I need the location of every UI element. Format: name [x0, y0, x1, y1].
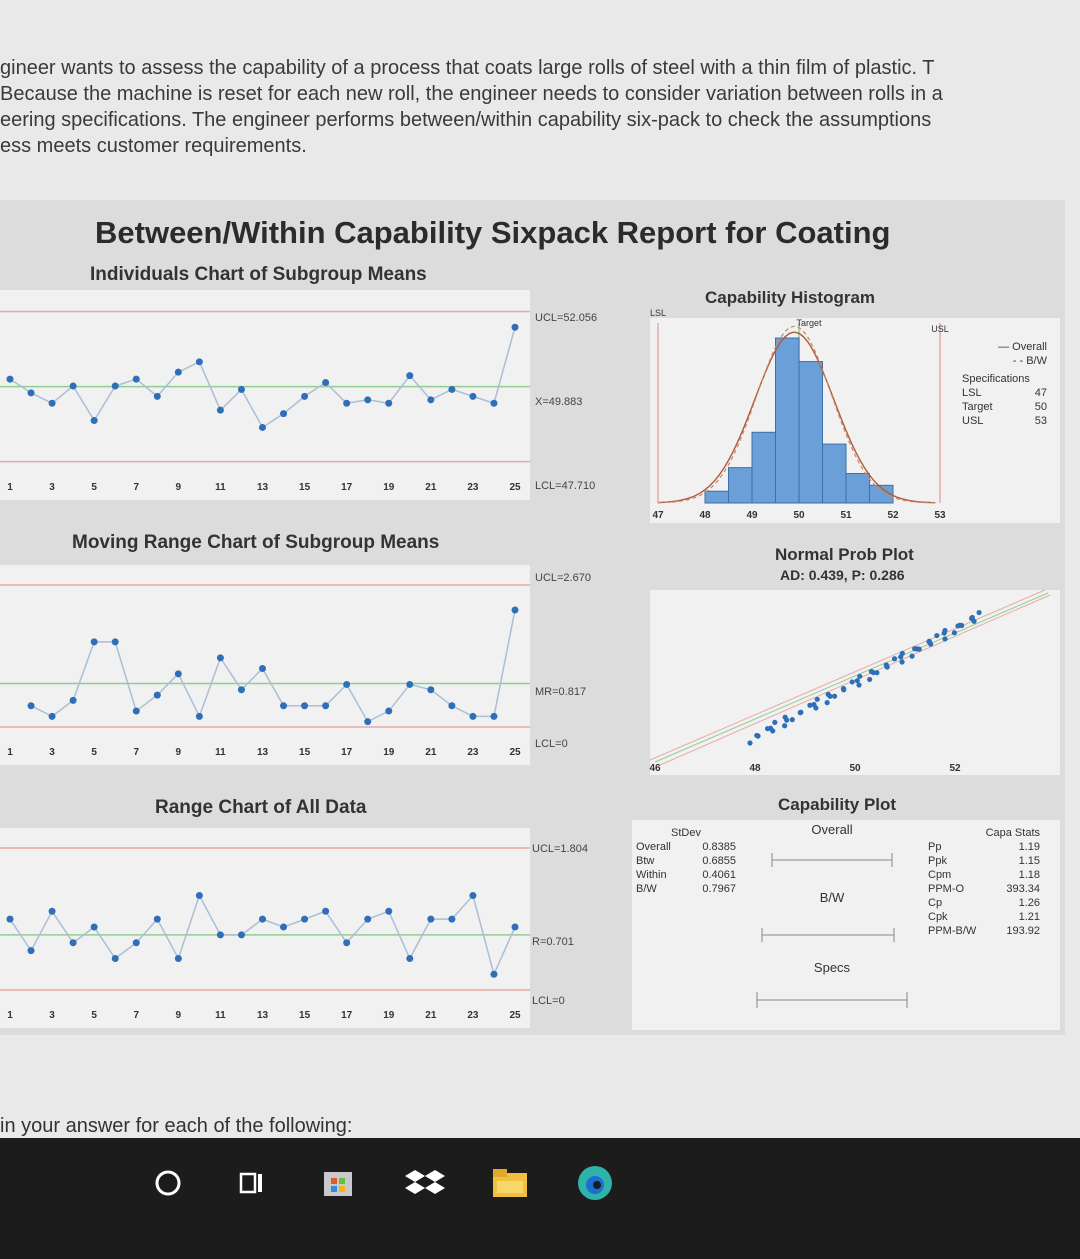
data-point — [175, 369, 182, 376]
data-point — [301, 393, 308, 400]
prob-point — [811, 702, 816, 707]
prob-point — [884, 662, 889, 667]
data-point — [469, 713, 476, 720]
capa-stats-table — [928, 826, 1040, 938]
range-lcl-label: LCL=0 — [532, 995, 565, 1007]
capa-stats-value: 1.15 — [1018, 855, 1040, 867]
data-point — [343, 681, 350, 688]
prob-point — [747, 740, 752, 745]
data-point — [322, 908, 329, 915]
capa-stats-value: 393.34 — [1006, 883, 1040, 895]
individuals-lcl-label: LCL=47.710 — [535, 480, 596, 492]
data-point — [70, 697, 77, 704]
intro-text — [0, 55, 1080, 159]
x-tick-label: 21 — [425, 747, 437, 758]
legend-lsl-label: LSL — [962, 387, 982, 399]
prob-point — [900, 651, 905, 656]
data-point — [238, 686, 245, 693]
intro-line: ess meets customer requirements. — [0, 135, 307, 157]
data-point — [301, 702, 308, 709]
report-title: Between/Within Capability Sixpack Report for Coating — [95, 215, 891, 250]
prob-point — [909, 654, 914, 659]
capa-stats-value: 1.21 — [1018, 911, 1040, 923]
stdev-row-label: Overall — [636, 841, 671, 853]
data-point — [154, 692, 161, 699]
data-point — [112, 383, 119, 390]
x-tick-label: 5 — [91, 482, 97, 493]
data-point — [175, 670, 182, 677]
data-point — [469, 892, 476, 899]
legend-lsl-value: 47 — [1034, 387, 1047, 399]
data-point — [112, 955, 119, 962]
data-point — [427, 916, 434, 923]
prob-point — [874, 670, 879, 675]
x-tick-label: 11 — [215, 482, 226, 493]
data-point — [238, 386, 245, 393]
capa-stats-label: Ppk — [928, 855, 947, 867]
intro-line: eering specifications. The engineer performs between/within capability six-pack to check the assumptions — [0, 109, 932, 131]
prob-point — [768, 726, 773, 731]
usl-marker-label: USL — [931, 324, 949, 334]
legend-target-label: Target — [962, 401, 993, 413]
range-ucl-label: UCL=1.804 — [532, 843, 588, 855]
folder-glyph — [491, 1167, 529, 1199]
data-point — [448, 702, 455, 709]
prob-point — [917, 647, 922, 652]
x-tick-label: 15 — [299, 482, 311, 493]
stdev-row-value: 0.8385 — [702, 841, 736, 853]
prob-point — [912, 646, 917, 651]
stdev-row — [636, 868, 736, 882]
capa-stats-label: Pp — [928, 841, 942, 853]
prob-point — [857, 674, 862, 679]
data-point — [133, 376, 140, 383]
x-tick-label: 9 — [175, 482, 182, 493]
mr-center-label: MR=0.817 — [535, 686, 587, 698]
data-point — [280, 924, 287, 931]
data-point — [364, 916, 371, 923]
mr-lcl-label: LCL=0 — [535, 738, 568, 750]
data-point — [512, 924, 519, 931]
x-tick-label: 23 — [467, 482, 479, 493]
prob-point — [783, 715, 788, 720]
search-circle-glyph — [153, 1168, 183, 1198]
x-tick-label: 13 — [256, 747, 269, 758]
data-point — [301, 916, 308, 923]
capa-stats-row — [928, 868, 1040, 882]
data-point — [238, 931, 245, 938]
histogram-bar — [823, 444, 847, 503]
individuals-pane — [0, 290, 530, 500]
x-tick-label: 25 — [509, 482, 521, 493]
data-point — [196, 358, 203, 365]
x-tick-label: 1 — [7, 482, 13, 493]
stdev-row-label: B/W — [636, 883, 657, 895]
prob-point — [892, 656, 897, 661]
data-point — [49, 400, 56, 407]
data-point — [490, 713, 497, 720]
x-tick-label: 7 — [133, 1010, 140, 1021]
task-view-glyph — [237, 1168, 267, 1198]
x-tick-label: 50 — [849, 763, 861, 774]
data-point — [280, 702, 287, 709]
legend-bw: B/W — [1026, 355, 1047, 367]
data-point — [217, 654, 224, 661]
x-tick-label: 11 — [215, 1010, 226, 1021]
individuals-title: Individuals Chart of Subgroup Means — [90, 264, 427, 285]
data-point — [280, 410, 287, 417]
range-center-label: R=0.701 — [532, 936, 574, 948]
data-point — [28, 702, 35, 709]
data-point — [196, 713, 203, 720]
x-tick-label: 9 — [175, 1010, 182, 1021]
range-title: Range Chart of All Data — [155, 797, 367, 818]
prob-point — [976, 610, 981, 615]
x-tick-label: 3 — [49, 1010, 55, 1021]
x-tick-label: 17 — [341, 1010, 353, 1021]
capa-stats-label: PPM-O — [928, 883, 965, 895]
dropbox-icon[interactable] — [405, 1163, 445, 1203]
data-point — [49, 908, 56, 915]
capa-stats-row — [928, 882, 1040, 896]
stdev-row-value: 0.6855 — [702, 855, 736, 867]
data-point — [406, 372, 413, 379]
data-point — [91, 638, 98, 645]
histogram-title: Capability Histogram — [705, 288, 876, 307]
range-chart — [0, 828, 530, 1028]
data-point — [259, 424, 266, 431]
prob-point — [942, 636, 947, 641]
moving-range-title: Moving Range Chart of Subgroup Means — [72, 532, 440, 553]
data-point — [7, 376, 14, 383]
legend-target-value: 50 — [1034, 401, 1047, 413]
series-line — [10, 327, 515, 427]
data-point — [7, 916, 14, 923]
x-tick-label: 46 — [649, 763, 661, 774]
capa-stats-value: 193.92 — [1006, 925, 1040, 937]
store-icon[interactable] — [318, 1163, 358, 1203]
question-prompt: in your answer for each of the following: — [0, 1115, 353, 1137]
stdev-row-label: Within — [636, 869, 667, 881]
individuals-ucl-label: UCL=52.056 — [535, 312, 598, 324]
data-point — [469, 393, 476, 400]
data-point — [49, 713, 56, 720]
data-point — [322, 379, 329, 386]
prob-point — [959, 623, 964, 628]
prob-point — [755, 733, 760, 738]
capa-stats-value: 1.18 — [1018, 869, 1040, 881]
prob-point — [798, 710, 803, 715]
data-point — [364, 718, 371, 725]
moving-range-pane — [0, 565, 530, 765]
stdev-row-value: 0.7967 — [702, 883, 736, 895]
histogram-bar — [776, 338, 800, 503]
x-tick-label: 15 — [299, 1010, 311, 1021]
x-tick-label: 48 — [749, 763, 761, 774]
legend-overall: Overall — [1012, 341, 1047, 353]
prob-point — [899, 659, 904, 664]
histogram-bar — [705, 491, 729, 503]
x-tick-label: 5 — [91, 747, 97, 758]
prob-point — [841, 686, 846, 691]
prob-point — [772, 720, 777, 725]
fit-line — [655, 593, 1048, 762]
normal-subtitle: AD: 0.439, P: 0.286 — [780, 567, 905, 583]
data-point — [343, 939, 350, 946]
prob-point — [942, 628, 947, 633]
x-tick-label: 50 — [793, 510, 805, 521]
x-tick-label: 19 — [383, 1010, 395, 1021]
data-point — [133, 939, 140, 946]
data-point — [217, 407, 224, 414]
data-point — [133, 708, 140, 715]
capa-stats-value: 1.19 — [1018, 841, 1040, 853]
dropbox-glyph — [405, 1166, 445, 1200]
data-point — [91, 924, 98, 931]
x-tick-label: 7 — [133, 482, 140, 493]
prob-point — [782, 723, 787, 728]
data-point — [406, 955, 413, 962]
stdev-row — [636, 882, 736, 896]
x-tick-label: 52 — [949, 763, 961, 774]
x-tick-label: 17 — [341, 482, 353, 493]
x-tick-label: 1 — [7, 1010, 13, 1021]
moving-range-chart — [0, 565, 530, 765]
x-tick-label: 25 — [509, 747, 521, 758]
data-point — [322, 702, 329, 709]
x-tick-label: 49 — [746, 510, 758, 521]
data-point — [427, 396, 434, 403]
prob-point — [867, 677, 872, 682]
data-point — [259, 916, 266, 923]
x-tick-label: 21 — [425, 1010, 437, 1021]
x-tick-label: 51 — [840, 510, 852, 521]
intro-line: gineer wants to assess the capability of a process that coats large rolls of steel with a thin film of plastic. T — [0, 57, 935, 79]
x-tick-label: 5 — [91, 1010, 97, 1021]
x-tick-label: 25 — [509, 1010, 521, 1021]
x-tick-label: 23 — [467, 747, 479, 758]
mr-ucl-label: UCL=2.670 — [535, 572, 591, 584]
prob-point — [826, 692, 831, 697]
x-tick-label: 17 — [341, 747, 353, 758]
data-point — [28, 947, 35, 954]
individuals-center-label: X=49.883 — [535, 396, 583, 408]
data-point — [196, 892, 203, 899]
x-tick-label: 52 — [887, 510, 899, 521]
capa-stats-label: Cpm — [928, 869, 952, 881]
task-view-icon[interactable] — [232, 1163, 272, 1203]
data-point — [385, 400, 392, 407]
data-point — [512, 324, 519, 331]
capa-stats-label: Cp — [928, 897, 943, 909]
stdev-row — [636, 854, 736, 868]
stdev-title: StDev — [671, 827, 701, 839]
data-point — [70, 383, 77, 390]
histogram-bar — [846, 474, 870, 503]
capa-stats-label: Cpk — [928, 911, 948, 923]
series-line — [31, 610, 515, 722]
prob-point — [825, 700, 830, 705]
histogram-bar — [799, 362, 823, 503]
x-tick-label: 1 — [7, 747, 13, 758]
capa-stats-value: 1.26 — [1018, 897, 1040, 909]
prob-point — [790, 717, 795, 722]
capa-stats-title: Capa Stats — [985, 827, 1040, 839]
x-tick-label: 9 — [175, 747, 182, 758]
target-marker-label: Target — [796, 318, 822, 328]
prob-point — [927, 639, 932, 644]
capability-plot-title: Capability Plot — [778, 795, 897, 814]
x-tick-label: 3 — [49, 482, 55, 493]
data-point — [259, 665, 266, 672]
search-circle-icon[interactable] — [148, 1163, 188, 1203]
data-point — [385, 708, 392, 715]
data-point — [406, 681, 413, 688]
data-point — [448, 916, 455, 923]
x-tick-label: 19 — [383, 747, 395, 758]
x-tick-label: 48 — [699, 510, 711, 521]
data-point — [217, 931, 224, 938]
file-explorer-icon[interactable] — [490, 1163, 530, 1203]
stdev-row-label: Btw — [636, 855, 655, 867]
data-point — [28, 389, 35, 396]
prob-point — [869, 669, 874, 674]
cp-specs-label: Specs — [813, 960, 851, 975]
capa-stats-row — [928, 924, 1040, 938]
data-point — [154, 393, 161, 400]
x-tick-label: 7 — [133, 747, 140, 758]
capa-stats-row — [928, 854, 1040, 868]
data-point — [154, 916, 161, 923]
data-point — [490, 400, 497, 407]
data-point — [70, 939, 77, 946]
legend-usl-value: 53 — [1034, 415, 1047, 427]
ci-line-upper — [650, 590, 1045, 760]
range-pane — [0, 828, 530, 1028]
normal-title: Normal Prob Plot — [775, 545, 914, 564]
capa-stats-row — [928, 896, 1040, 910]
normal-prob-chart — [650, 590, 1060, 775]
x-tick-label: 53 — [934, 510, 946, 521]
x-tick-label: 11 — [215, 747, 226, 758]
data-point — [343, 400, 350, 407]
data-point — [448, 386, 455, 393]
prob-point — [970, 615, 975, 620]
store-glyph — [321, 1166, 355, 1200]
lsl-marker-label: LSL — [649, 308, 667, 318]
capa-stats-row — [928, 910, 1040, 924]
stdev-table — [636, 826, 736, 896]
individuals-chart — [0, 290, 530, 500]
stdev-row-value: 0.4061 — [702, 869, 736, 881]
capa-stats-label: PPM-B/W — [928, 925, 977, 937]
prob-point — [815, 697, 820, 702]
legend-spec-title: Specifications — [962, 373, 1030, 385]
x-tick-label: 23 — [467, 1010, 479, 1021]
x-tick-label: 19 — [383, 482, 395, 493]
data-point — [175, 955, 182, 962]
normal-pane — [650, 590, 1060, 775]
capa-stats-row — [928, 840, 1040, 854]
x-tick-label: 13 — [256, 482, 269, 493]
cp-overall-label: Overall — [811, 822, 853, 837]
data-point — [490, 971, 497, 978]
x-tick-label: 13 — [256, 1010, 269, 1021]
data-point — [364, 396, 371, 403]
data-point — [112, 638, 119, 645]
prob-point — [832, 694, 837, 699]
histogram-legend: — Overall - - B/W Specifications LSL 47 Target 50 USL 53 — [962, 341, 1047, 427]
x-tick-label: 15 — [299, 747, 311, 758]
histogram-bar — [752, 432, 776, 503]
histogram-bar — [729, 468, 753, 503]
x-tick-label: 3 — [49, 747, 55, 758]
edge-glyph — [575, 1163, 615, 1203]
data-point — [512, 606, 519, 613]
prob-point — [855, 678, 860, 683]
data-point — [427, 686, 434, 693]
edge-browser-icon[interactable] — [575, 1163, 615, 1203]
prob-point — [952, 630, 957, 635]
stdev-row — [636, 840, 736, 854]
prob-point — [850, 679, 855, 684]
prob-point — [934, 633, 939, 638]
data-point — [91, 417, 98, 424]
cp-bw-label: B/W — [819, 890, 845, 905]
legend-usl-label: USL — [962, 415, 984, 427]
x-tick-label: 21 — [425, 482, 437, 493]
data-point — [385, 908, 392, 915]
intro-line: Because the machine is reset for each new roll, the engineer needs to consider variation between rolls in a — [0, 83, 943, 105]
x-tick-label: 47 — [652, 510, 664, 521]
